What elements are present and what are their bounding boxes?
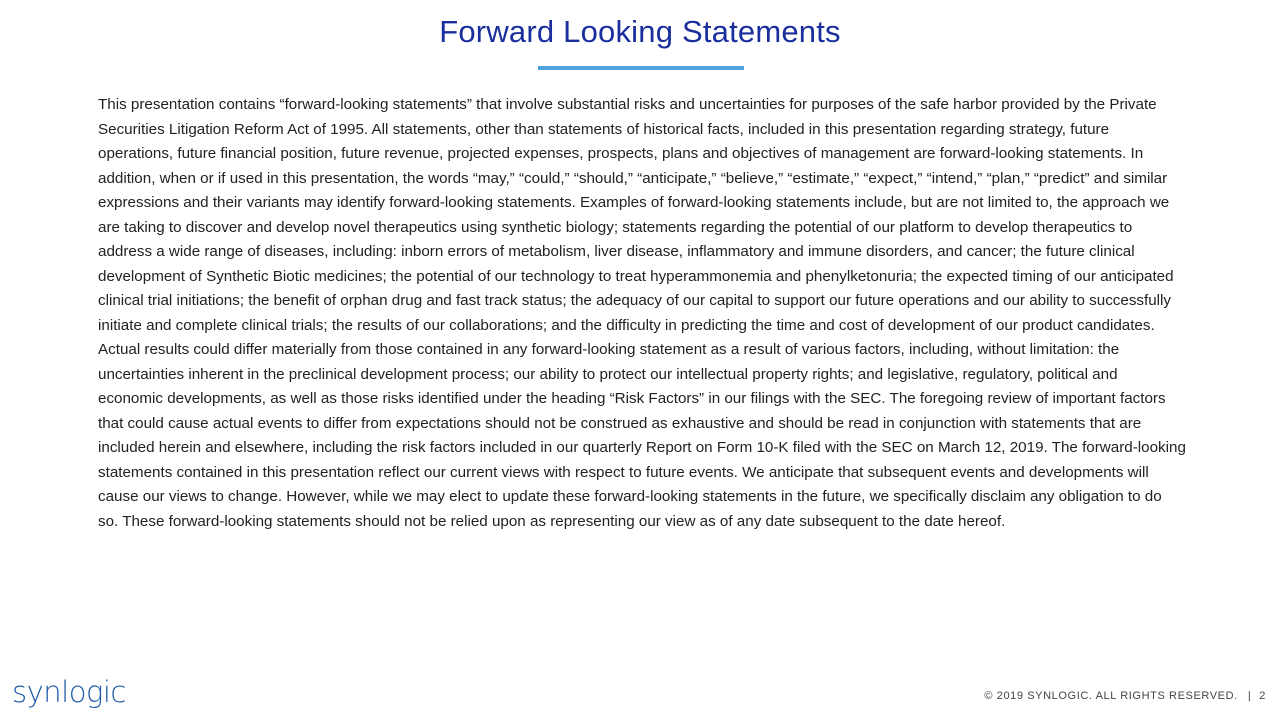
page-number: 2 — [1259, 690, 1266, 702]
synlogic-logo: synlogic — [12, 675, 126, 709]
copyright-text: © 2019 SYNLOGIC. ALL RIGHTS RESERVED. — [984, 690, 1238, 702]
slide-title: Forward Looking Statements — [439, 14, 841, 49]
disclaimer-text: This presentation contains “forward-looking statements” that involve substantial risks and uncertainties for purposes of the safe harbor provided by the Private Securities Litigation Reform Act of 1995. All statements, other than statements of historical facts, included in this presentation regarding strategy, future operations, future financial position, future revenue, projected expenses, prospects, plans and objectives of management are forward-looking statements. In addition, when or if used in this presentation, the words “may,” “could,” “should,” “anticipate,” “believe,” “estimate,” “expect,” “intend,” “plan,” “predict” and similar expressions and their variants may identify forward-looking statements. Examples of forward-looking statements include, but are not limited to, the approach we are taking to discover and develop novel therapeutics using synthetic biology; statements regarding the potential of our platform to develop therapeutics to address a wide range of diseases, including: inborn errors of metabolism, liver disease, inflammatory and immune disorders, and cancer; the future clinical development of Synthetic Biotic medicines; the potential of our technology to treat hyperammonemia and phenylketonuria; the expected timing of our anticipated clinical trial initiations; the benefit of orphan drug and fast track status; the adequacy of our capital to support our future operations and our ability to successfully initiate and complete clinical trials; the results of our collaborations; and the difficulty in predicting the time and cost of development of our product candidates. Actual results could differ materially from those contained in any forward-looking statement as a result of various factors, including, without limitation: the uncertainties inherent in the preclinical development process; our ability to protect our intellectual property rights; and legislative, regulatory, political and economic developments, as well as those risks identified under the heading “Risk Factors” in our filings with the SEC. The foregoing review of important factors that could cause actual events to differ from expectations should not be construed as exhaustive and should be read in conjunction with statements that are included herein and elsewhere, including the risk factors included in our quarterly Report on Form 10-K filed with the SEC on March 12, 2019. The forward-looking statements contained in this presentation reflect our current views with respect to future events. We anticipate that subsequent events and developments will cause our views to change. However, while we may elect to update these forward-looking statements in the future, we specifically disclaim any obligation to do so. These forward-looking statements should not be relied upon as representing our view as of any date subsequent to the date hereof. — [98, 96, 1186, 530]
title-underline — [538, 66, 744, 70]
footer — [984, 690, 1266, 702]
footer-separator: | — [1247, 690, 1252, 702]
